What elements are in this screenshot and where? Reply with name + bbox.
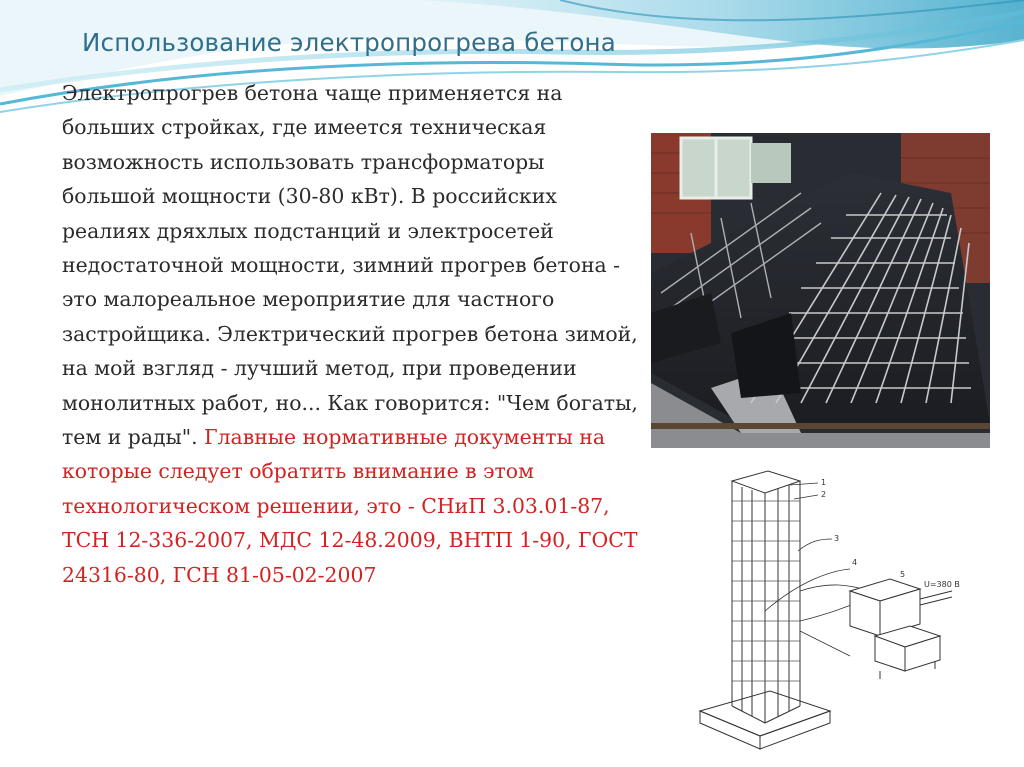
callout-4: 4	[852, 558, 858, 567]
slide-title: Использование электропрогрева бетона	[82, 28, 616, 57]
body-text-main: Электропрогрев бетона чаще применяется на больших стройках, где имеется техническая возможность использовать трансформаторы большой мощности (30-80 кВт). В российских реалиях дряхлых подстанций и электросетей недостаточной мощности, зимний прогрев бетона - это малореальное мероприятие для частного застройщика. Электрический прогрев бетона зимой, на мой взгляд - лучший метод, при проведении монолитных работ, но... Как говорится: "Чем богаты, тем и рады".	[62, 81, 638, 450]
callout-3: 3	[834, 534, 840, 543]
rebar-heating-wire-photo	[651, 133, 990, 448]
callout-5: 5	[900, 570, 906, 579]
callout-2: 2	[821, 490, 827, 499]
column-heating-schematic	[690, 461, 980, 759]
callout-1: 1	[821, 478, 827, 487]
body-text-standards: Главные нормативные документы на которые следует обратить внимание в этом технологическом решении, это - СНиП 3.03.01-87, ТСН 12-336-2007, МДС 12-48.2009, ВНТП 1-90, ГОСТ 24316-80, ГСН 81-05-02-2007	[62, 425, 638, 587]
body-paragraph	[62, 76, 638, 592]
voltage-label: U=380 В	[924, 580, 960, 589]
